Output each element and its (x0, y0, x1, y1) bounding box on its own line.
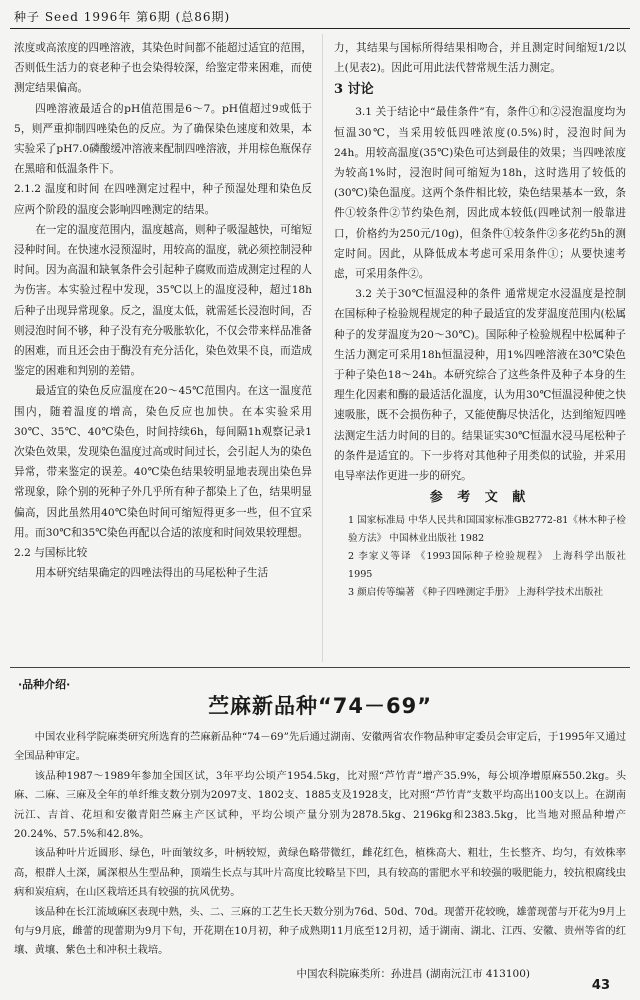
reference-item: 1 国家标准局 中华人民共和国国家标准GB2772-81《林木种子检验方法》 中国林业出版社 1982 (348, 515, 626, 545)
paragraph: 用本研究结果确定的四唑法得出的马尾松种子生活 (35, 567, 269, 580)
paragraph: 该品种在长江流域麻区表现中熟，头、二、三麻的工艺生长天数分别为76d、50d、70d。现蕾开花较晚，雄蕾现蕾与开花为9月上旬与9月底，雌蕾的现蕾期为9月下旬，开花期在10月初，种子成熟期11月底至12月初，适于湖南、湖北、江西、安徽、贵州等省的红壤、黄壤、紫色土和冲积土栽培。 (14, 905, 626, 957)
section-heading: 3 讨论 (334, 82, 374, 98)
paragraph: 在一定的温度范围内，温度越高，则种子吸湿越快，可缩短浸种时间。在快速水浸预湿时，用较高的温度，就必须控制浸种时间。因为高温和缺氧条件会引起种子腐败而造成测定过程的人为伤害。本实验过程中发现，35℃以上的温度浸种，超过18h后种子出现异常现象。反之，温度太低，就需延长浸泡时间，否则浸泡时间不够，种子没有充分吸胀软化，不仅会带来样品准备的困难，而且还会由于酶没有充分活化，染色效果不良，而造成鉴定的困难和判别的差错。 (14, 223, 312, 378)
right-column (334, 38, 626, 602)
paragraph: 该品种叶片近圆形、绿色，叶面皱纹多，叶柄较短，黄绿色略带微红，雌花红色，植株高大、粗壮，生长整齐、均匀，有效株率高，根群人土深，属深根丛生型品种，顶端生长点与其叶片高度比较略呈下凹，具有较高的雷肥水平和较强的吸肥能力，较抗根腐线虫病和炭疽病，在山区栽培还具有较强的抗风优势。 (14, 847, 626, 899)
column-separator (322, 34, 323, 662)
left-column (14, 38, 312, 583)
header-rule (10, 28, 630, 29)
paragraph: 中国农业科学院麻类研究所选育的苎麻新品种“74－69”先后通过湖南、安徽两省农作物品种审定委员会审定后，于1995年又通过全国品种审定。 (14, 731, 626, 763)
column-kicker: ·品种介绍· (18, 678, 71, 691)
author-credit: 中国农科院麻类所：孙进昌 (湖南沅江市 413100) (296, 968, 530, 980)
paragraph: 力，其结果与国标所得结果相吻合，并且测定时间缩短1/2以上(见表2)。因此可用此法代替常规生活力测定。 (334, 42, 626, 75)
paragraph: 最适宜的染色反应温度在20～45℃范围内。在这一温度范围内，随着温度的增高，染色反应也加快。在本实验采用30℃、35℃、40℃染色，时间持续6h，每间隔1h观察记录1次染色效果，发现染色温度过高或时间过长，会引起人为的染色异常，带来鉴定的误差。40℃染色结果较明显地表现出染色异常现象，除个别的死种子外几乎所有种子都染上了色，结果明显偏高，因此虽然用40℃染色时间可缩短得更多一些，但不宜采用。而30℃和35℃染色再配以合适的浓度和时间效果较理想。 (14, 385, 312, 539)
paragraph: 浓度或高浓度的四唑溶液，其染色时间都不能超过适宜的范围，否则低生活力的衰老种子也会染得较深，给鉴定带来困难，而使测定结果偏高。 (14, 42, 312, 95)
page-number: 43 (591, 978, 610, 993)
subsection-heading: 2.1.2 温度和时间 在四唑测定过程中，种子预湿处理和染色反应两个阶段的温度会影响四唑测定的结果。 (14, 183, 312, 216)
paragraph: 该品种1987～1989年参加全国区试，3年平均公顷产1954.5kg，比对照“芦竹青”增产35.9%，每公顷净增原麻550.2kg。头麻、二麻、三麻及全年的单纤维支数分别为2097支、1802支、1885支及1928支，比对照“芦竹青”支数平均高出100支以上。在湖南沅江、吉首、花垣和安徽青阳苎麻主产区试种，平均公顷产量分别为2878.5kg、2196kg和2383.5kg，比当地对照品种增产20.24%、57.5%和42.8%。 (14, 769, 626, 841)
paragraph: 3.1 关于结论中“最佳条件”有，条件①和②浸泡温度均为恒温30℃，当采用较低四唑浓度(0.5%)时，浸泡时间为24h。用较高温度(35℃)染色可达到最佳的效果；当四唑浓度为较高1%时，浸泡时间可缩短为18h，这时选用了较低的(30℃)染色温度。这两个条件相比较，染色结果基本一致，条件①较条件②节约染色剂，因此成本较低(四唑试剂一般靠进口，价格约为250元/10g)，但条件①较条件②多花约5h的测定时间。因此，从降低成本考虑可采用条件①；从要快速考虑，可采用条件②。 (334, 106, 626, 281)
article-title: 苎麻新品种“74－69” (207, 694, 433, 718)
paragraph: 3.2 关于30℃恒温浸种的条件 通常规定水浸温度是控制在国标种子检验规程规定的种子最适宜的发芽温度范围内(松属种子的发芽温度为20～30℃)。国际种子检验规程中松属种子生活力测定可采用18h恒温浸种，用1%四唑溶液在30℃染色于种子染色18～24h。本研究综合了这些条件及种子本身的生理生化因素和酶的最适活化温度，认为用30℃恒温浸种使之快速吸胀，既不会损伤种子，又能使酶尽快活化，达到缩短四唑法测定生活力时间的目的。结果证实30℃恒温水浸马尾松种子的条件是适宜的。下一步将对其他种子用类似的试验，并采用电导率法作更进一步的研究。 (334, 288, 626, 483)
running-header: 种子 Seed 1996年 第6期 (总86期) (14, 10, 231, 24)
subsection-heading: 2.2 与国标比较 (14, 547, 88, 560)
paragraph: 四唑溶液最适合的pH值范围是6～7。pH值超过9或低于5，则严重抑制四唑染色的反应。为了确保染色速度和效果，本实验采了pH7.0磷酸缓冲溶液来配制四唑溶液，并用棕色瓶保存在黑暗和低温条件下。 (14, 102, 312, 176)
section-divider (10, 667, 630, 668)
reference-item: 2 李家义等译 《1993国际种子检验规程》 上海科学出版社 1995 (348, 551, 626, 581)
article-body (14, 728, 626, 961)
reference-item: 3 颜启传等编著 《种子四唑测定手册》 上海科学技术出版社 (348, 587, 604, 599)
references-heading: 参 考 文 献 (429, 490, 531, 506)
